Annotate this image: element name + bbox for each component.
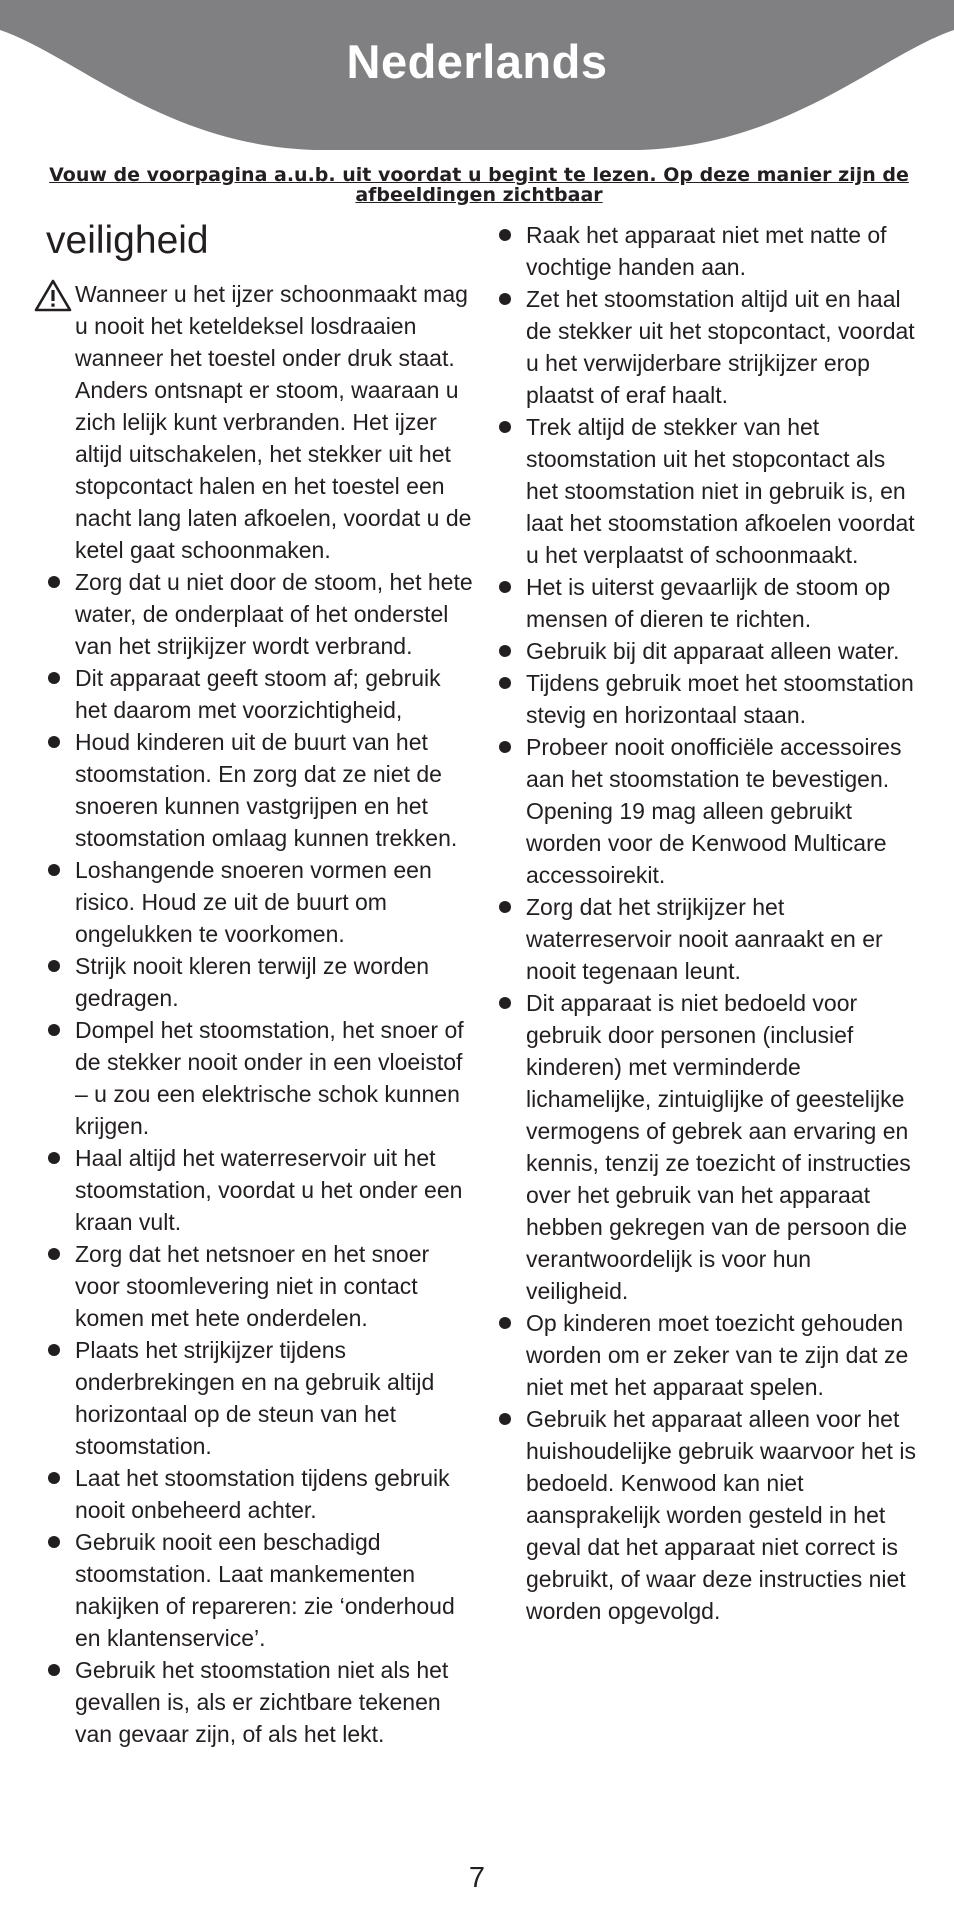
safety-item bbox=[46, 662, 478, 726]
safety-item bbox=[46, 1142, 478, 1238]
safety-item-text: Gebruik het apparaat alleen voor het huishoudelijke gebruik waarvoor het is bedoeld. Kenwood kan niet aansprakelijk worden gesteld in het geval dat het apparaat niet correct is gebruikt, of waar deze instructies niet worden opgevolgd. bbox=[526, 1406, 916, 1624]
bullet-icon bbox=[48, 672, 60, 684]
safety-item-text: Zet het stoomstation altijd uit en haal de stekker uit het stopcontact, voordat u het verwijderbare strijkijzer erop plaatst of eraf haalt. bbox=[526, 286, 915, 408]
bullet-icon bbox=[499, 677, 511, 689]
safety-item-text: Op kinderen moet toezicht gehouden worden om er zeker van te zijn dat ze niet met het apparaat spelen. bbox=[526, 1310, 909, 1400]
safety-item bbox=[497, 1307, 917, 1403]
bullet-icon bbox=[499, 1317, 511, 1329]
safety-item bbox=[497, 635, 917, 667]
bullet-icon bbox=[48, 1024, 60, 1036]
safety-item-text: Zorg dat het strijkijzer het waterreservoir nooit aanraakt en er nooit tegenaan leunt. bbox=[526, 894, 883, 984]
safety-item-text: Trek altijd de stekker van het stoomstation uit het stopcontact als het stoomstation niet in gebruik is, en laat het stoomstation afkoelen voordat u het verplaatst of schoonmaakt. bbox=[526, 414, 915, 568]
safety-item bbox=[497, 571, 917, 635]
bullet-icon bbox=[499, 421, 511, 433]
safety-item bbox=[497, 1403, 917, 1627]
left-safety-list bbox=[46, 278, 478, 566]
section-title: veiligheid bbox=[46, 219, 209, 262]
bullet-icon bbox=[48, 864, 60, 876]
safety-item bbox=[46, 566, 478, 662]
safety-item bbox=[46, 1334, 478, 1462]
language-title: Nederlands bbox=[346, 35, 608, 88]
safety-item-text: Zorg dat het netsnoer en het snoer voor stoomlevering niet in contact komen met hete onderdelen. bbox=[75, 1241, 430, 1331]
safety-item bbox=[46, 854, 478, 950]
left-bullet-list bbox=[46, 566, 478, 1750]
safety-item bbox=[46, 1526, 478, 1654]
bullet-icon bbox=[48, 1152, 60, 1164]
bullet-icon bbox=[48, 1664, 60, 1676]
bullet-icon bbox=[48, 960, 60, 972]
bullet-icon bbox=[499, 741, 511, 753]
safety-item bbox=[497, 891, 917, 987]
bullet-icon bbox=[499, 293, 511, 305]
right-column bbox=[497, 219, 917, 1627]
bullet-icon bbox=[48, 1472, 60, 1484]
safety-item-text: Probeer nooit onofficiële accessoires aan het stoomstation te bevestigen. Opening 19 mag alleen gebruikt worden voor de Kenwood Multicare accessoirekit. bbox=[526, 734, 902, 888]
bullet-icon bbox=[499, 581, 511, 593]
safety-item-text: Gebruik bij dit apparaat alleen water. bbox=[526, 638, 900, 664]
safety-item-text: Houd kinderen uit de buurt van het stoomstation. En zorg dat ze niet de snoeren kunnen vastgrijpen en het stoomstation omlaag kunnen trekken. bbox=[75, 729, 458, 851]
safety-item-text: Zorg dat u niet door de stoom, het hete water, de onderplaat of het onderstel van het strijkijzer wordt verbrand. bbox=[75, 569, 473, 659]
safety-item bbox=[497, 283, 917, 411]
safety-item bbox=[46, 1654, 478, 1750]
bullet-icon bbox=[499, 901, 511, 913]
left-column bbox=[46, 218, 478, 1750]
safety-item-text: Gebruik nooit een beschadigd stoomstation. Laat mankementen nakijken of repareren: zie ‘onderhoud en klantenservice’. bbox=[75, 1529, 455, 1651]
safety-item bbox=[497, 411, 917, 571]
safety-item-text: Dit apparaat geeft stoom af; gebruik het daarom met voorzichtigheid, bbox=[75, 665, 441, 723]
safety-item-text: Dit apparaat is niet bedoeld voor gebruik door personen (inclusief kinderen) met verminderde lichamelijke, zintuiglijke of geestelijke vermogens of gebrek aan ervaring en kennis, tenzij ze toezicht of instructies over het gebruik van het apparaat hebben gekregen van de persoon die verantwoordelijk is voor hun veiligheid. bbox=[526, 990, 911, 1304]
bullet-icon bbox=[499, 645, 511, 657]
bullet-icon bbox=[499, 1413, 511, 1425]
bullet-icon bbox=[499, 229, 511, 241]
safety-item bbox=[46, 1014, 478, 1142]
safety-item bbox=[46, 950, 478, 1014]
warning-text: Wanneer u het ijzer schoonmaakt mag u nooit het keteldeksel losdraaien wanneer het toestel onder druk staat. Anders ontsnapt er stoom, waaraan u zich lelijk kunt verbranden. Het ijzer altijd uitschakelen, het stekker uit het stopcontact halen en het toestel een nacht lang laten afkoelen, voordat u de ketel gaat schoonmaken. bbox=[75, 281, 472, 563]
safety-item-text: Plaats het strijkijzer tijdens onderbrekingen en na gebruik altijd horizontaal op de steun van het stoomstation. bbox=[75, 1337, 435, 1459]
safety-item-text: Haal altijd het waterreservoir uit het stoomstation, voordat u het onder een kraan vult. bbox=[75, 1145, 463, 1235]
fold-out-notice: Vouw de voorpagina a.u.b. uit voordat u begint te lezen. Op deze manier zijn de afbeeldingen zichtbaar bbox=[49, 164, 909, 206]
safety-item bbox=[497, 667, 917, 731]
bullet-icon bbox=[48, 1344, 60, 1356]
safety-item bbox=[497, 987, 917, 1307]
page-number: 7 bbox=[468, 1862, 486, 1894]
safety-item-text: Gebruik het stoomstation niet als het gevallen is, als er zichtbare tekenen van gevaar zijn, of als het lekt. bbox=[75, 1657, 449, 1747]
safety-item-text: Loshangende snoeren vormen een risico. Houd ze uit de buurt om ongelukken te voorkomen. bbox=[75, 857, 432, 947]
bullet-icon bbox=[48, 1248, 60, 1260]
bullet-icon bbox=[48, 1536, 60, 1548]
safety-item bbox=[497, 731, 917, 891]
safety-item bbox=[497, 219, 917, 283]
safety-item bbox=[46, 1462, 478, 1526]
safety-item bbox=[46, 726, 478, 854]
bullet-icon bbox=[499, 997, 511, 1009]
language-header bbox=[0, 0, 954, 160]
safety-item-text: Raak het apparaat niet met natte of vochtige handen aan. bbox=[526, 222, 887, 280]
safety-item-text: Dompel het stoomstation, het snoer of de stekker nooit onder in een vloeistof – u zou een elektrische schok kunnen krijgen. bbox=[75, 1017, 464, 1139]
bullet-icon bbox=[48, 576, 60, 588]
right-bullet-list bbox=[497, 219, 917, 1627]
safety-item-text: Laat het stoomstation tijdens gebruik nooit onbeheerd achter. bbox=[75, 1465, 450, 1523]
warning-triangle-icon bbox=[34, 279, 72, 312]
safety-item-text: Tijdens gebruik moet het stoomstation stevig en horizontaal staan. bbox=[526, 670, 914, 728]
safety-item-text: Het is uiterst gevaarlijk de stoom op mensen of dieren te richten. bbox=[526, 574, 891, 632]
safety-item-text: Strijk nooit kleren terwijl ze worden gedragen. bbox=[75, 953, 430, 1011]
warning-item bbox=[46, 278, 478, 566]
safety-item bbox=[46, 1238, 478, 1334]
bullet-icon bbox=[48, 736, 60, 748]
